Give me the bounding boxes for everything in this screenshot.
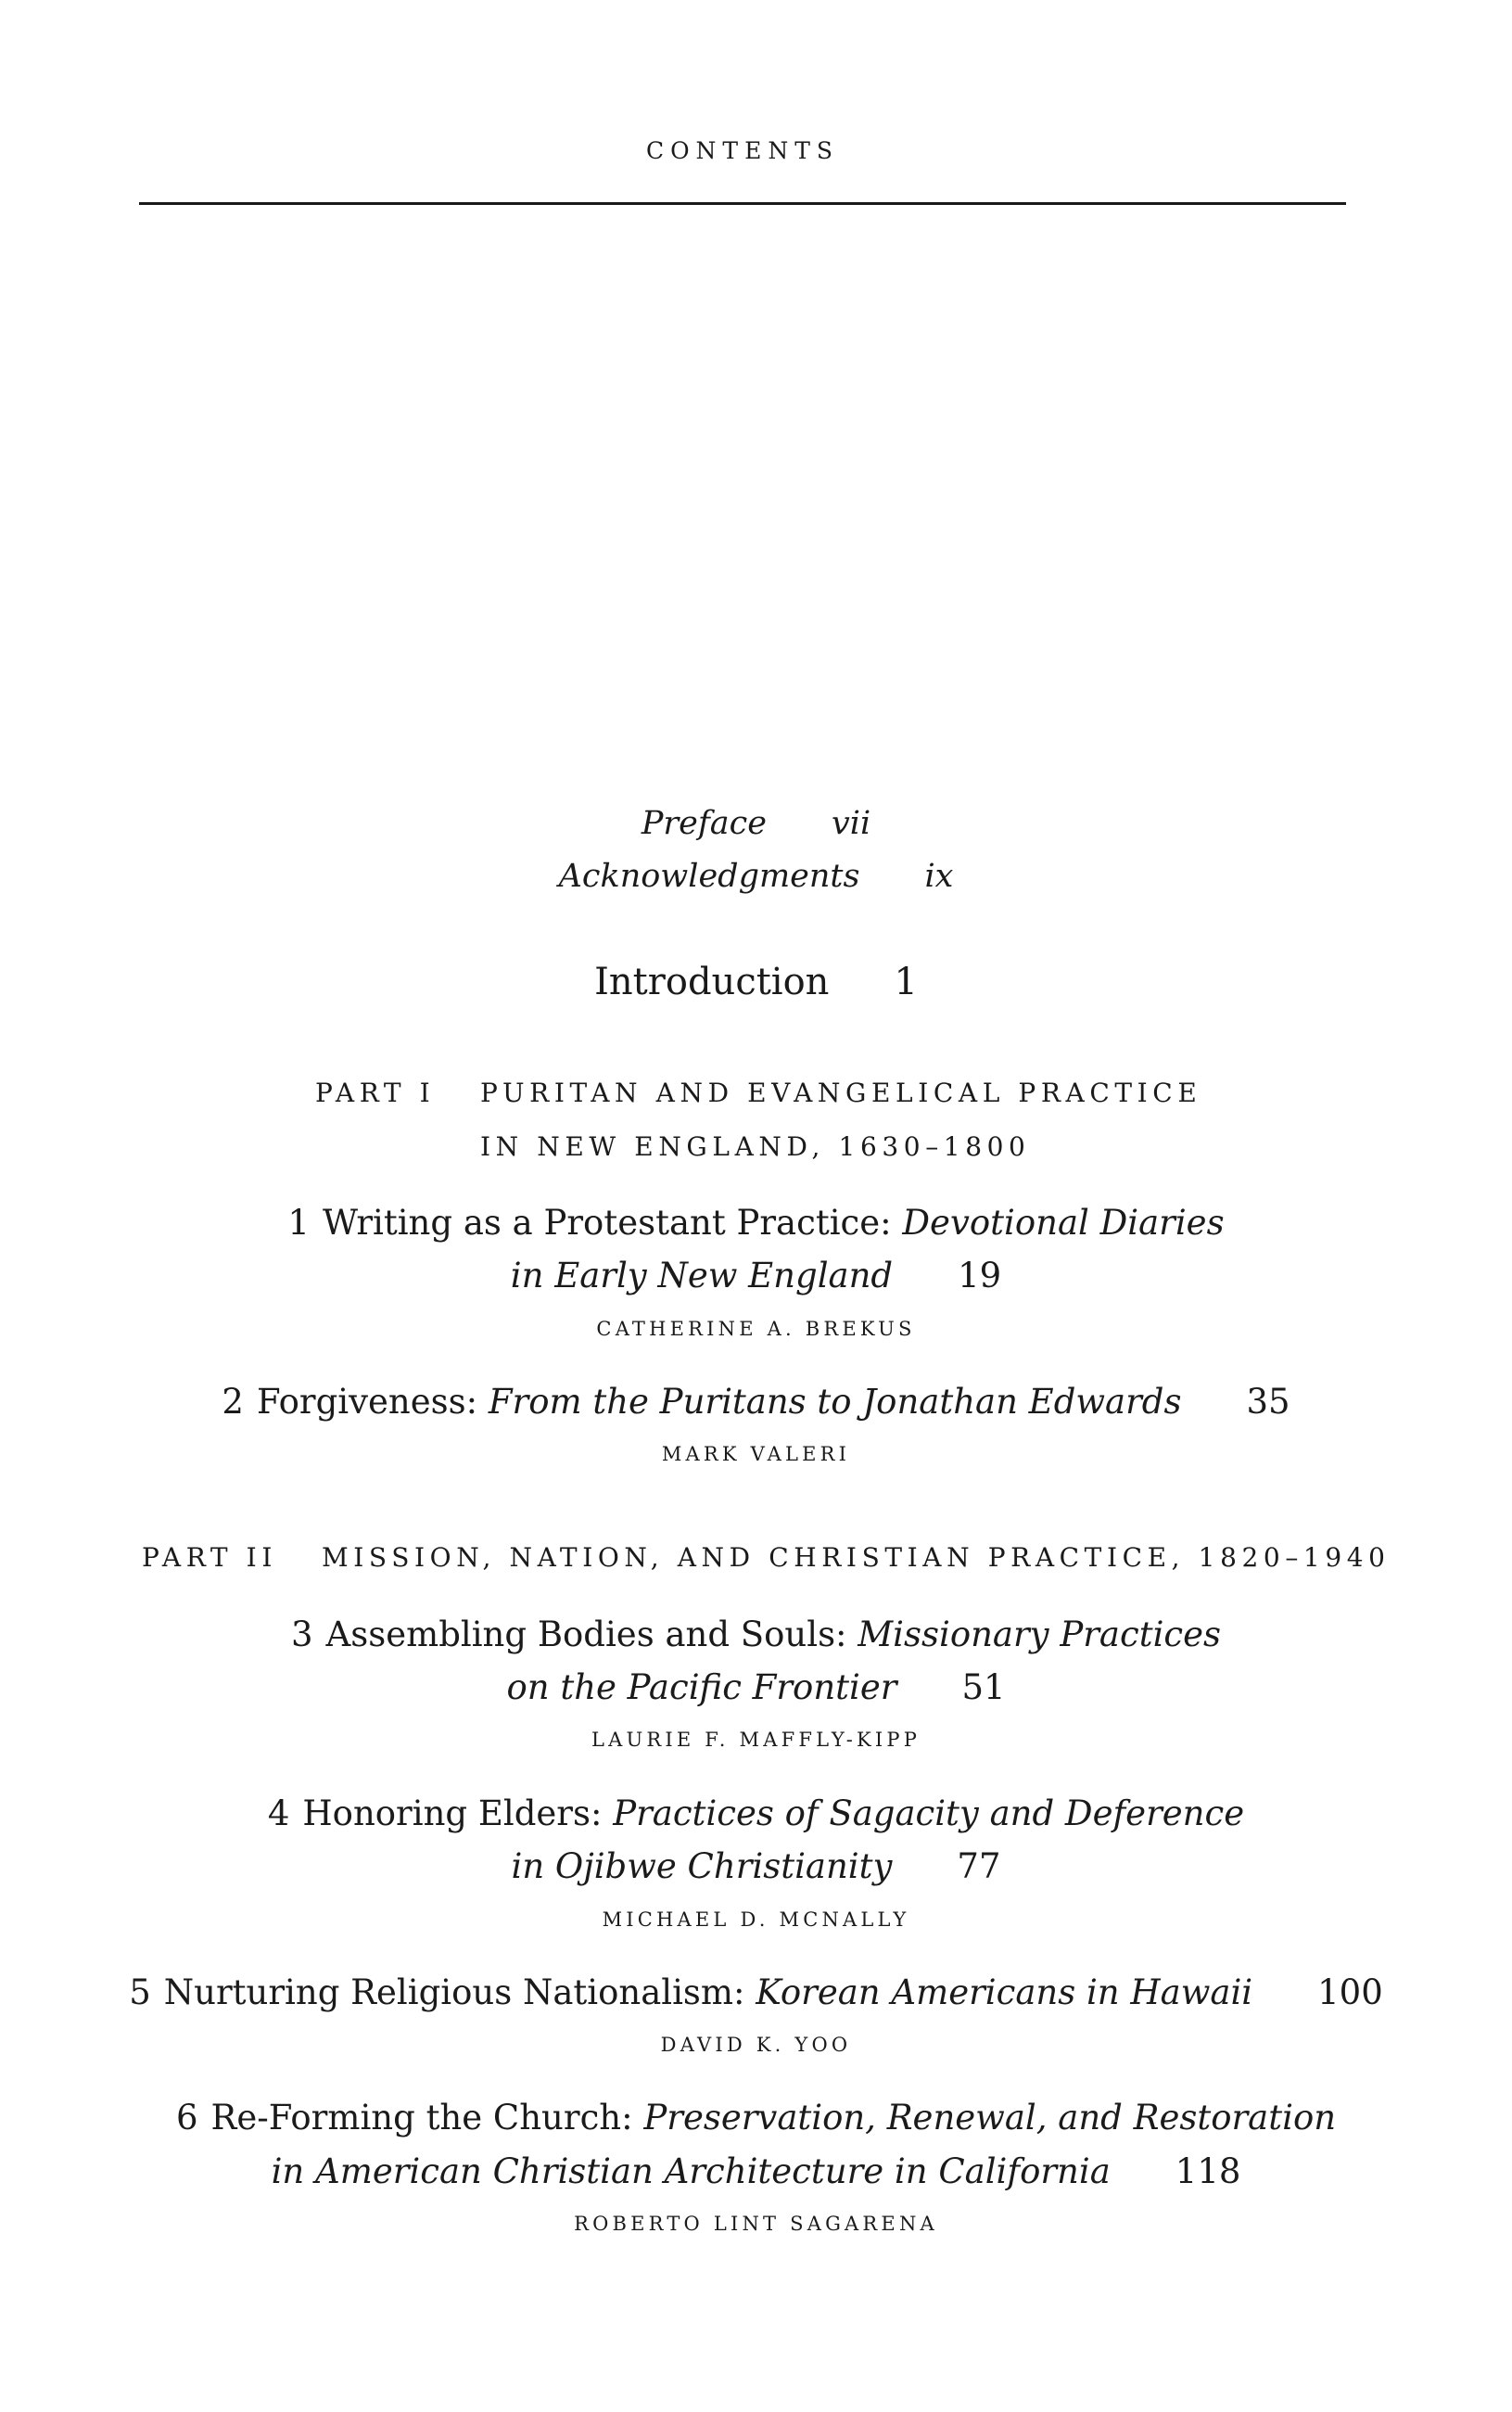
part-label: PART I — [315, 1078, 436, 1108]
entry-title: Preface — [641, 805, 767, 842]
toc-entry-preface[interactable] — [0, 805, 1512, 842]
chapter-page: 51 — [961, 1667, 1006, 1707]
chapter-author: MICHAEL D. MCNALLY — [602, 1908, 910, 1931]
header-rule — [139, 202, 1346, 205]
toc-entry-chapter[interactable] — [0, 1382, 1512, 1422]
chapter-subtitle: in Ojibwe Christianity — [511, 1846, 893, 1886]
chapter-author: CATHERINE A. BREKUS — [596, 1318, 916, 1340]
chapter-subtitle: Korean Americans in Hawaii — [756, 1972, 1253, 2012]
chapter-author: LAURIE F. MAFFLY-KIPP — [591, 1729, 921, 1751]
chapter-subtitle: Practices of Sagacity and Deference — [613, 1793, 1245, 1833]
chapter-number: 6 — [175, 2098, 198, 2138]
entry-title: Acknowledgments — [558, 858, 860, 895]
chapter-author: MARK VALERI — [661, 1443, 851, 1465]
chapter-subtitle-line — [0, 1256, 1512, 1295]
page-header: CONTENTS — [645, 137, 840, 164]
chapter-title: Nurturing Religious Nationalism: — [163, 1972, 745, 2012]
chapter-author: DAVID K. YOO — [660, 2034, 852, 2056]
chapter-page: 77 — [957, 1846, 1001, 1886]
chapter-subtitle-line — [0, 2151, 1512, 2191]
chapter-subtitle: on the Pacific Frontier — [506, 1667, 897, 1707]
entry-page: ix — [924, 858, 954, 895]
chapter-author: ROBERTO LINT SAGARENA — [574, 2213, 938, 2235]
chapter-page: 100 — [1317, 1972, 1383, 2012]
toc-entry-chapter[interactable] — [0, 1793, 1512, 1833]
part-title-continued: IN NEW ENGLAND, 1630–1800 — [480, 1131, 1031, 1162]
chapter-number: 3 — [290, 1614, 313, 1654]
toc-entry-chapter[interactable] — [0, 1614, 1512, 1654]
chapter-number: 1 — [287, 1203, 310, 1243]
chapter-title: Re-Forming the Church: — [210, 2098, 633, 2138]
chapter-number: 5 — [129, 1972, 151, 2012]
toc-entry-acknowledgments[interactable] — [0, 858, 1512, 895]
entry-page: 1 — [894, 961, 918, 1003]
chapter-subtitle: From the Puritans to Jonathan Edwards — [488, 1382, 1182, 1422]
chapter-page: 35 — [1246, 1382, 1290, 1422]
chapter-number: 4 — [267, 1793, 290, 1833]
entry-title: Introduction — [594, 961, 830, 1003]
chapter-subtitle: Missionary Practices — [858, 1614, 1222, 1654]
chapter-title: Assembling Bodies and Souls: — [325, 1614, 847, 1654]
part-label: PART II — [142, 1542, 277, 1573]
chapter-page: 118 — [1175, 2151, 1241, 2191]
part-title: PURITAN AND EVANGELICAL PRACTICE — [480, 1078, 1202, 1108]
chapter-subtitle: Preservation, Renewal, and Restoration — [643, 2098, 1337, 2138]
chapter-title: Writing as a Protestant Practice: — [322, 1203, 892, 1243]
toc-entry-chapter[interactable] — [0, 1972, 1512, 2012]
chapter-number: 2 — [222, 1382, 244, 1422]
toc-entry-chapter[interactable] — [0, 2098, 1512, 2138]
chapter-subtitle-line — [0, 1846, 1512, 1886]
toc-entry-introduction[interactable] — [0, 961, 1512, 1003]
chapter-subtitle-line — [0, 1667, 1512, 1707]
entry-page: vii — [831, 805, 871, 842]
chapter-subtitle: in American Christian Architecture in California — [271, 2151, 1111, 2191]
chapter-page: 19 — [958, 1256, 1002, 1295]
toc-entry-chapter[interactable] — [0, 1203, 1512, 1243]
chapter-title: Forgiveness: — [256, 1382, 478, 1422]
part-title: MISSION, NATION, AND CHRISTIAN PRACTICE, 1820–1940 — [322, 1542, 1391, 1573]
chapter-title: Honoring Elders: — [302, 1793, 603, 1833]
chapter-subtitle: in Early New England — [510, 1256, 894, 1295]
chapter-subtitle: Devotional Diaries — [902, 1203, 1225, 1243]
